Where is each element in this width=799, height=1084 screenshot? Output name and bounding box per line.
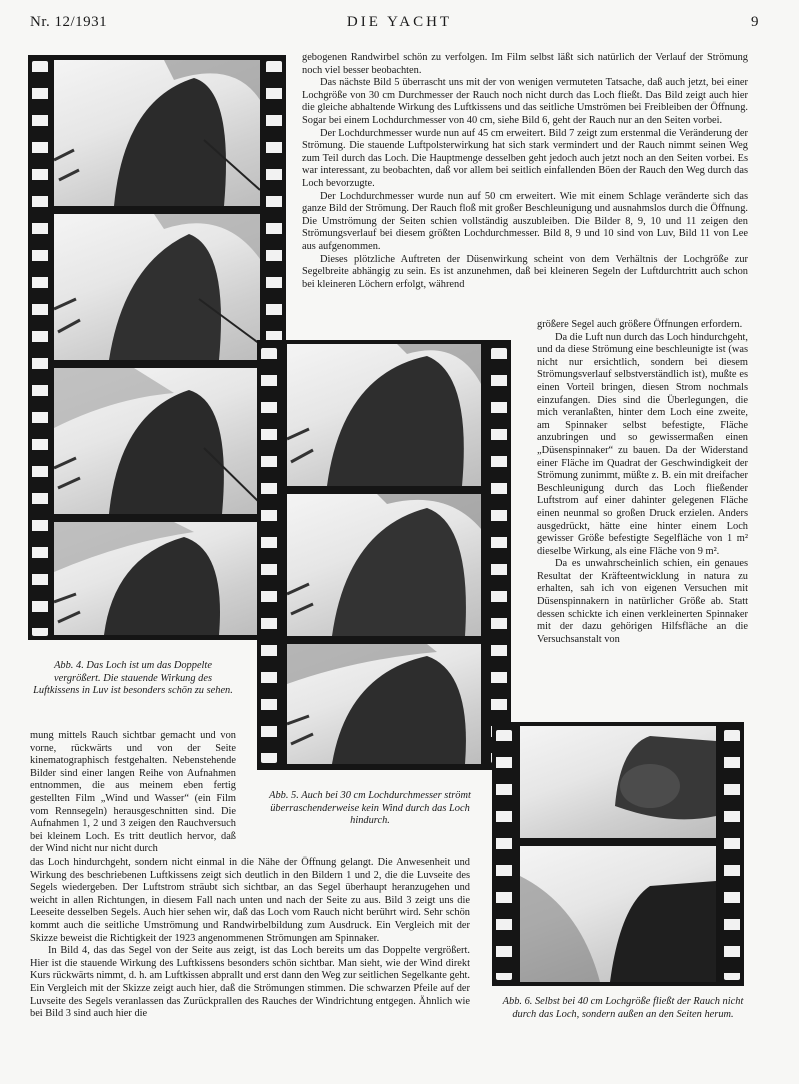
article-text-left-bottom: [30, 730, 236, 856]
film-strip-abb6: [492, 722, 744, 986]
paragraph: Da es unwahrscheinlich schien, ein genaues Resultat der Kräfteentwicklung in natura zu erhalten, sah ich von eigenen Versuchen mit Düsenspinnakern in natürlicher Größe ab. Statt dessen schickte ich einen verkleinerten Spinnaker mit der dazu gehörigen Hilfsfläche an die Versuchsanstalt von: [537, 558, 748, 645]
figure-caption-abb4: Abb. 4. Das Loch ist um das Doppelte vergrößert. Die stauende Wirkung des Luftkissens in Luv ist besonders schön zu sehen.: [33, 660, 233, 697]
film-frame-abb4-4: [54, 522, 260, 635]
film-strip-abb5: [257, 340, 511, 770]
film-frame-abb4-3: [54, 368, 260, 514]
paragraph: gebogenen Randwirbel schön zu verfolgen. Im Film selbst läßt sich natürlich der Verlauf der Strömung noch viel besser beobachten.: [302, 52, 748, 76]
paragraph: Dieses plötzliche Auftreten der Düsenwirkung scheint von dem Verhältnis der Lochgröße zur Segelbreite abhängig zu sein. Es ist anzunehmen, daß bei kleineren Segeln der Luftdurchtritt auch schon bei kleineren Löchern erfolgt, während: [302, 253, 748, 290]
figure-caption-abb5: Abb. 5. Auch bei 30 cm Lochdurchmesser strömt überraschenderweise kein Wind durch das Loch hindurch.: [269, 790, 471, 827]
page-number: 9: [751, 14, 759, 30]
film-frame-abb4-2: [54, 214, 260, 360]
magazine-title: DIE YACHT: [346, 14, 453, 30]
paragraph: mung mittels Rauch sichtbar gemacht und von vorne, rückwärts und von der Seite kinematographisch festgehalten. Nebenstehende Bilder sind einer langen Reihe von Aufnahmen entnommen, die aus meinem eben fertig gestellten Film „Wind und Wasser“ (ein Film vom Rennsegeln) herausgeschnitten sind. Die Aufnahmen 1, 2 und 3 zeigen den Rauchversuch bei kleinem Loch. Es tritt deutlich hervor, daß der Wind nicht nur nicht durch: [30, 730, 236, 855]
paragraph: größere Segel auch größere Öffnungen erfordern.: [537, 319, 743, 330]
paragraph: Da die Luft nun durch das Loch hindurchgeht, und da diese Strömung eine beschleunigte ist (was nicht nur ersichtlich, sondern bei diesem Strömungsverlauf selbstverständlich ist), mußte es einen Vorteil bringen, diesen Strom nochmals einzufangen. Dies sind die Überlegungen, die mich veranlaßten, hinter dem Loch eine zweite, am Spinnaker selbst befestigte, Fläche anzubringen und so gewissermaßen einen „Düsenspinnaker“ zu bauen. Da der Widerstand einer Fläche im Quadrat der Geschwindigkeit der Strömung zunimmt, müßte z. B. ein mit dreifacher Beschleunigung durch das Loch fließender Luftstrom auf einer dahinter gelegenen Fläche einen neunmal so großen Druck erzielen. Anders ausgedrückt, hätte eine hinter einem Loch gewisser Größe befestigte Segelfläche von 1 m² dieselbe Wirkung, als eine Fläche von 9 m².: [537, 331, 748, 557]
film-frame-abb5-2: [287, 494, 481, 636]
paragraph: Das nächste Bild 5 überrascht uns mit der von wenigen vermuteten Tatsache, daß auch jetzt, bei einer Lochgröße von 30 cm Durchmesser der Rauch noch nicht durch das Loch fließt. Das Bild zeigt auch hier die gleiche abhaltende Wirkung des Luftkissens und das seitliche Umströmen bei Freibleiben der Öffnung. Sogar bei einem Lochdurchmesser von 40 cm, siehe Bild 6, geht der Rauch nur an den Seiten vorbei.: [302, 77, 748, 126]
film-frame-abb6-2: [520, 846, 716, 982]
paragraph: In Bild 4, das das Segel von der Seite aus zeigt, ist das Loch bereits um das Doppelte vergrößert. Hier ist die stauende Wirkung des Luftkissens besonders schön sichtbar. Man sieht, wie der Wind direkt Kurs rückwärts nimmt, d. h. am Luftkissen abprallt und erst dann den Weg zur seitlichen Segelkante geht. Ein Vergleich mit der Skizze zeigt auch hier, daß die Strömungen stimmen. Die schwarzen Pfeile auf der Luvseite des Segels veranlassen das Zurückprallen des Rauches der Windrichtung entgegen. Ähnlich wie bei Bild 3 sind auch hier die: [30, 945, 470, 1020]
article-text-bottom: [30, 857, 470, 1021]
film-frame-abb5-3: [287, 644, 481, 764]
article-text-right-narrow: [537, 319, 748, 646]
figure-caption-abb6: Abb. 6. Selbst bei 40 cm Lochgröße fließt der Rauch nicht durch das Loch, sondern außen an den Seiten herum.: [502, 996, 744, 1020]
issue-number: Nr. 12/1931: [30, 14, 108, 30]
film-strip-abb4: [28, 55, 286, 640]
film-frame-abb5-1: [287, 344, 481, 486]
article-text-right-top: [302, 52, 748, 291]
paragraph: Der Lochdurchmesser wurde nun auf 45 cm erweitert. Bild 7 zeigt zum erstenmal die Veränderung der Strömung. Die stauende Luftpolsterwirkung hat sich stark vermindert und der Rauch nimmt seinen Weg zum Teil durch das Loch. Die Hauptmenge desselben geht jedoch auch jetzt noch an den Seiten vorbei. Es war interessant, zu beobachten, daß vor allem bei seitlich einfallenden Böen der Rauch den Weg durch das Loch bevorzugte.: [302, 127, 748, 189]
film-frame-abb6-1: [520, 726, 716, 838]
film-frame-abb4-1: [54, 60, 260, 206]
paragraph: Der Lochdurchmesser wurde nun auf 50 cm erweitert. Wie mit einem Schlage veränderte sich das ganze Bild der Strömung. Der Rauch floß mit großer Beschleunigung und ausnahmslos durch die Öffnung. Die Umströmung der Seiten schien vollständig auszubleiben. Die Bilder 8, 9, 10 und 11 zeigen den Strömungsverlauf bei diesem größten Lochdurchmesser. Bild 8, 9 und 10 sind von Luv, Bild 11 von Lee aus aufgenommen.: [302, 190, 748, 252]
paragraph: das Loch hindurchgeht, sondern nicht einmal in die Nähe der Öffnung gelangt. Die Anwesenheit und Wirkung des beschriebenen Luftkissens zeigt sich deutlich in den Bildern 1 und 2, die die Luvseite des Segels wiedergeben. Der Luftstrom sträubt sich sichtbar, an das Segel überhaupt heranzugehen und weicht in allen Richtungen, in diesem Fall nach unten und nach der Seite zu aus. Bild 3 zeigt uns die Leeseite desselben Segels. Auch hier sehen wir, daß das Loch vom Rauch nicht berührt wird. Sehr schön kommt auch die seitliche Umströmung und Randwirbelbildung zum Ausdruck. Ein Vergleich mit der Skizze beweist die Richtigkeit der 1923 angenommenen Strömungen am Spinnaker.: [30, 857, 470, 944]
